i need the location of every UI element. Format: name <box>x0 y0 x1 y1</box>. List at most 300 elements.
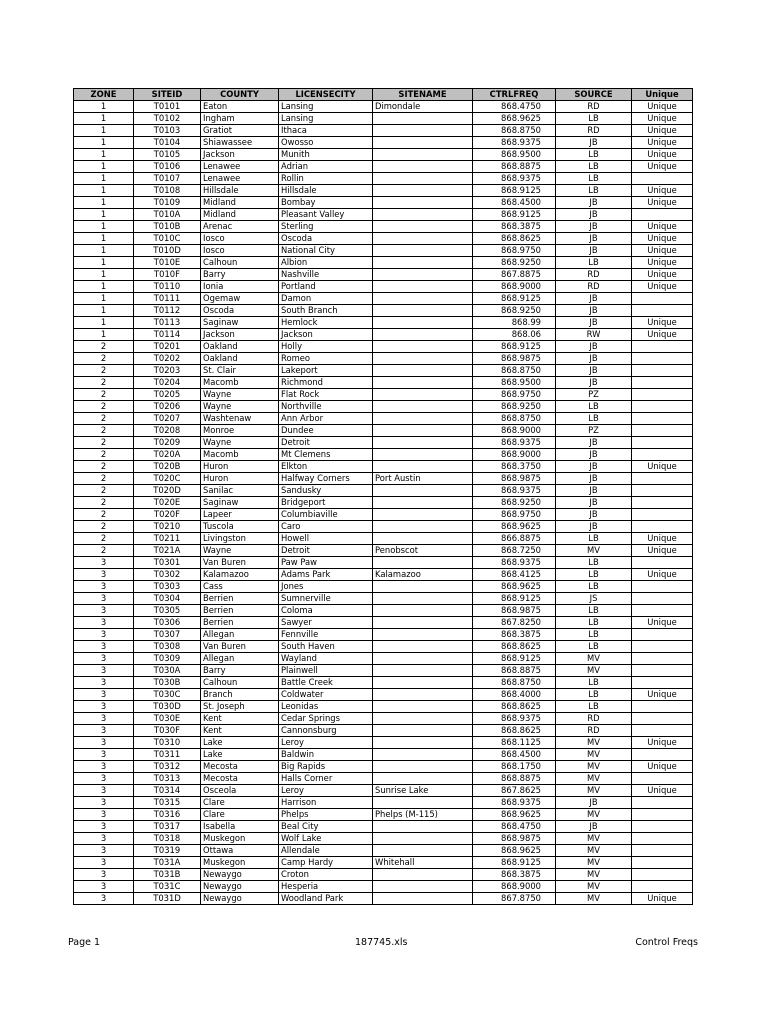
cell-county: Eaton <box>201 101 279 113</box>
cell-sitename: Port Austin <box>373 473 473 485</box>
cell-unique <box>632 773 693 785</box>
cell-unique: Unique <box>632 137 693 149</box>
cell-source: LB <box>556 581 632 593</box>
cell-ctrlfreq: 868.9375 <box>473 173 556 185</box>
cell-unique: Unique <box>632 317 693 329</box>
table-row <box>74 401 693 413</box>
cell-siteid: T0305 <box>134 605 201 617</box>
table-row <box>74 341 693 353</box>
cell-unique <box>632 641 693 653</box>
cell-county: Allegan <box>201 629 279 641</box>
cell-unique: Unique <box>632 785 693 797</box>
cell-ctrlfreq: 868.9875 <box>473 353 556 365</box>
cell-source: JB <box>556 305 632 317</box>
table-row <box>74 809 693 821</box>
cell-county: Arenac <box>201 221 279 233</box>
cell-siteid: T0208 <box>134 425 201 437</box>
cell-zone: 3 <box>74 605 134 617</box>
table-row <box>74 797 693 809</box>
cell-siteid: T031C <box>134 881 201 893</box>
cell-unique <box>632 665 693 677</box>
footer-filename: 187745.xls <box>355 937 408 948</box>
cell-ctrlfreq: 867.8625 <box>473 785 556 797</box>
cell-unique: Unique <box>632 545 693 557</box>
cell-unique <box>632 605 693 617</box>
cell-siteid: T0101 <box>134 101 201 113</box>
cell-ctrlfreq: 868.8750 <box>473 365 556 377</box>
cell-unique: Unique <box>632 113 693 125</box>
cell-sitename <box>373 209 473 221</box>
cell-source: MV <box>556 773 632 785</box>
cell-ctrlfreq: 868.8625 <box>473 701 556 713</box>
table-row <box>74 653 693 665</box>
cell-unique <box>632 593 693 605</box>
cell-county: St. Clair <box>201 365 279 377</box>
cell-county: Muskegon <box>201 857 279 869</box>
cell-source: RD <box>556 101 632 113</box>
cell-ctrlfreq: 868.9625 <box>473 581 556 593</box>
cell-zone: 3 <box>74 701 134 713</box>
header-sitename: SITENAME <box>373 89 473 101</box>
cell-unique: Unique <box>632 149 693 161</box>
cell-licensecity: Allendale <box>279 845 373 857</box>
cell-siteid: T0203 <box>134 365 201 377</box>
table-row <box>74 281 693 293</box>
cell-zone: 3 <box>74 665 134 677</box>
cell-source: MV <box>556 893 632 905</box>
table-row <box>74 257 693 269</box>
cell-licensecity: Mt Clemens <box>279 449 373 461</box>
cell-source: JB <box>556 221 632 233</box>
cell-unique: Unique <box>632 329 693 341</box>
cell-county: Lenawee <box>201 173 279 185</box>
cell-licensecity: Nashville <box>279 269 373 281</box>
cell-unique: Unique <box>632 569 693 581</box>
cell-zone: 1 <box>74 101 134 113</box>
cell-licensecity: Baldwin <box>279 749 373 761</box>
cell-sitename <box>373 197 473 209</box>
cell-county: Clare <box>201 809 279 821</box>
cell-unique: Unique <box>632 269 693 281</box>
cell-licensecity: Sawyer <box>279 617 373 629</box>
cell-zone: 2 <box>74 497 134 509</box>
cell-county: Jackson <box>201 329 279 341</box>
cell-unique <box>632 341 693 353</box>
cell-unique <box>632 869 693 881</box>
table-row <box>74 353 693 365</box>
cell-sitename <box>373 893 473 905</box>
cell-ctrlfreq: 868.9125 <box>473 209 556 221</box>
cell-licensecity: Croton <box>279 869 373 881</box>
cell-siteid: T0303 <box>134 581 201 593</box>
cell-siteid: T0210 <box>134 521 201 533</box>
cell-unique: Unique <box>632 737 693 749</box>
cell-sitename <box>373 161 473 173</box>
table-body <box>74 101 693 905</box>
cell-sitename <box>373 581 473 593</box>
cell-zone: 1 <box>74 317 134 329</box>
cell-zone: 3 <box>74 557 134 569</box>
cell-licensecity: Owosso <box>279 137 373 149</box>
cell-zone: 1 <box>74 305 134 317</box>
cell-source: JS <box>556 593 632 605</box>
cell-licensecity: Beal City <box>279 821 373 833</box>
cell-zone: 3 <box>74 581 134 593</box>
cell-siteid: T020C <box>134 473 201 485</box>
cell-source: LB <box>556 629 632 641</box>
cell-zone: 2 <box>74 365 134 377</box>
cell-ctrlfreq: 868.9875 <box>473 833 556 845</box>
table-row <box>74 149 693 161</box>
cell-licensecity: Jones <box>279 581 373 593</box>
cell-unique <box>632 473 693 485</box>
cell-zone: 3 <box>74 761 134 773</box>
cell-unique: Unique <box>632 233 693 245</box>
cell-county: Shiawassee <box>201 137 279 149</box>
table-row <box>74 137 693 149</box>
table-row <box>74 449 693 461</box>
cell-siteid: T010D <box>134 245 201 257</box>
cell-county: Ottawa <box>201 845 279 857</box>
cell-ctrlfreq: 868.9000 <box>473 881 556 893</box>
cell-zone: 1 <box>74 257 134 269</box>
cell-zone: 1 <box>74 245 134 257</box>
cell-licensecity: Damon <box>279 293 373 305</box>
cell-county: Allegan <box>201 653 279 665</box>
table-row <box>74 329 693 341</box>
cell-siteid: T0113 <box>134 317 201 329</box>
cell-zone: 1 <box>74 137 134 149</box>
cell-ctrlfreq: 868.99 <box>473 317 556 329</box>
cell-unique <box>632 881 693 893</box>
cell-county: Washtenaw <box>201 413 279 425</box>
cell-sitename <box>373 677 473 689</box>
cell-sitename: Whitehall <box>373 857 473 869</box>
cell-county: Oscoda <box>201 305 279 317</box>
cell-unique <box>632 425 693 437</box>
cell-siteid: T020B <box>134 461 201 473</box>
cell-zone: 3 <box>74 821 134 833</box>
cell-licensecity: Elkton <box>279 461 373 473</box>
table-row <box>74 629 693 641</box>
cell-sitename <box>373 845 473 857</box>
cell-unique <box>632 857 693 869</box>
cell-zone: 3 <box>74 689 134 701</box>
cell-ctrlfreq: 868.9375 <box>473 437 556 449</box>
table-row <box>74 677 693 689</box>
table-row <box>74 413 693 425</box>
cell-ctrlfreq: 868.3750 <box>473 461 556 473</box>
table-row <box>74 101 693 113</box>
cell-ctrlfreq: 868.3875 <box>473 629 556 641</box>
cell-zone: 3 <box>74 617 134 629</box>
cell-zone: 2 <box>74 353 134 365</box>
cell-source: MV <box>556 833 632 845</box>
table-row <box>74 209 693 221</box>
cell-siteid: T0102 <box>134 113 201 125</box>
cell-siteid: T010F <box>134 269 201 281</box>
cell-source: MV <box>556 653 632 665</box>
cell-ctrlfreq: 868.9250 <box>473 305 556 317</box>
cell-county: Iosco <box>201 245 279 257</box>
header-unique: Unique <box>632 89 693 101</box>
cell-county: Oakland <box>201 353 279 365</box>
cell-licensecity: Woodland Park <box>279 893 373 905</box>
cell-unique: Unique <box>632 125 693 137</box>
cell-sitename <box>373 401 473 413</box>
cell-zone: 2 <box>74 449 134 461</box>
cell-siteid: T030A <box>134 665 201 677</box>
cell-licensecity: Phelps <box>279 809 373 821</box>
cell-zone: 1 <box>74 221 134 233</box>
table-row <box>74 173 693 185</box>
cell-siteid: T010A <box>134 209 201 221</box>
table-row <box>74 473 693 485</box>
cell-siteid: T0313 <box>134 773 201 785</box>
cell-ctrlfreq: 868.8625 <box>473 641 556 653</box>
table-row <box>74 233 693 245</box>
cell-zone: 2 <box>74 425 134 437</box>
cell-sitename <box>373 521 473 533</box>
cell-licensecity: Richmond <box>279 377 373 389</box>
cell-siteid: T0301 <box>134 557 201 569</box>
table-row <box>74 485 693 497</box>
table-row <box>74 269 693 281</box>
cell-licensecity: Battle Creek <box>279 677 373 689</box>
cell-zone: 1 <box>74 329 134 341</box>
cell-siteid: T0316 <box>134 809 201 821</box>
cell-county: Newaygo <box>201 869 279 881</box>
cell-unique <box>632 173 693 185</box>
cell-unique: Unique <box>632 245 693 257</box>
cell-licensecity: Sumnerville <box>279 593 373 605</box>
cell-zone: 3 <box>74 893 134 905</box>
cell-siteid: T0307 <box>134 629 201 641</box>
cell-zone: 3 <box>74 641 134 653</box>
cell-unique <box>632 521 693 533</box>
cell-zone: 3 <box>74 653 134 665</box>
cell-unique <box>632 845 693 857</box>
cell-ctrlfreq: 868.8750 <box>473 677 556 689</box>
cell-siteid: T010C <box>134 233 201 245</box>
cell-county: Wayne <box>201 389 279 401</box>
cell-ctrlfreq: 868.4750 <box>473 101 556 113</box>
header-siteid: SITEID <box>134 89 201 101</box>
cell-ctrlfreq: 868.9750 <box>473 245 556 257</box>
cell-source: JB <box>556 461 632 473</box>
cell-licensecity: Northville <box>279 401 373 413</box>
table-row <box>74 113 693 125</box>
cell-ctrlfreq: 868.9125 <box>473 593 556 605</box>
cell-sitename <box>373 605 473 617</box>
table-row <box>74 605 693 617</box>
table-row <box>74 857 693 869</box>
cell-sitename <box>373 833 473 845</box>
cell-licensecity: Sterling <box>279 221 373 233</box>
cell-ctrlfreq: 868.9000 <box>473 425 556 437</box>
cell-unique: Unique <box>632 101 693 113</box>
table-row <box>74 845 693 857</box>
table-row <box>74 821 693 833</box>
cell-county: Van Buren <box>201 641 279 653</box>
cell-county: Barry <box>201 665 279 677</box>
cell-county: Branch <box>201 689 279 701</box>
cell-source: MV <box>556 809 632 821</box>
table-row <box>74 305 693 317</box>
cell-sitename: Dimondale <box>373 101 473 113</box>
table-row <box>74 389 693 401</box>
cell-unique <box>632 449 693 461</box>
cell-unique <box>632 713 693 725</box>
cell-licensecity: Sandusky <box>279 485 373 497</box>
cell-unique <box>632 209 693 221</box>
cell-ctrlfreq: 868.9750 <box>473 509 556 521</box>
cell-sitename <box>373 389 473 401</box>
cell-licensecity: Coloma <box>279 605 373 617</box>
cell-ctrlfreq: 868.9000 <box>473 449 556 461</box>
cell-zone: 2 <box>74 401 134 413</box>
cell-licensecity: Plainwell <box>279 665 373 677</box>
cell-siteid: T0105 <box>134 149 201 161</box>
cell-source: LB <box>556 161 632 173</box>
table-row <box>74 221 693 233</box>
cell-sitename <box>373 269 473 281</box>
cell-ctrlfreq: 868.8750 <box>473 125 556 137</box>
cell-county: Berrien <box>201 617 279 629</box>
cell-licensecity: Hesperia <box>279 881 373 893</box>
cell-unique: Unique <box>632 461 693 473</box>
cell-unique: Unique <box>632 197 693 209</box>
cell-source: MV <box>556 737 632 749</box>
cell-ctrlfreq: 868.9375 <box>473 137 556 149</box>
cell-sitename: Kalamazoo <box>373 569 473 581</box>
cell-ctrlfreq: 868.9375 <box>473 713 556 725</box>
cell-source: JB <box>556 377 632 389</box>
cell-siteid: T0109 <box>134 197 201 209</box>
cell-source: RD <box>556 713 632 725</box>
cell-source: PZ <box>556 389 632 401</box>
table-row <box>74 785 693 797</box>
cell-county: Calhoun <box>201 257 279 269</box>
table-row <box>74 641 693 653</box>
cell-county: Ingham <box>201 113 279 125</box>
header-source: SOURCE <box>556 89 632 101</box>
table-row <box>74 593 693 605</box>
table-row <box>74 509 693 521</box>
cell-zone: 3 <box>74 593 134 605</box>
table-row <box>74 569 693 581</box>
cell-siteid: T0108 <box>134 185 201 197</box>
cell-sitename <box>373 881 473 893</box>
cell-licensecity: South Branch <box>279 305 373 317</box>
table-row <box>74 125 693 137</box>
cell-ctrlfreq: 868.4750 <box>473 821 556 833</box>
cell-county: Wayne <box>201 401 279 413</box>
cell-sitename <box>373 437 473 449</box>
cell-sitename <box>373 665 473 677</box>
cell-county: Livingston <box>201 533 279 545</box>
cell-licensecity: Hemlock <box>279 317 373 329</box>
cell-sitename <box>373 533 473 545</box>
table-row <box>74 377 693 389</box>
cell-county: Newaygo <box>201 893 279 905</box>
cell-county: Calhoun <box>201 677 279 689</box>
header-county: COUNTY <box>201 89 279 101</box>
cell-sitename <box>373 305 473 317</box>
cell-unique: Unique <box>632 161 693 173</box>
cell-licensecity: Hillsdale <box>279 185 373 197</box>
table-row <box>74 761 693 773</box>
cell-siteid: T0312 <box>134 761 201 773</box>
cell-licensecity: Halfway Corners <box>279 473 373 485</box>
cell-unique: Unique <box>632 221 693 233</box>
cell-source: LB <box>556 173 632 185</box>
cell-siteid: T0202 <box>134 353 201 365</box>
table-row <box>74 533 693 545</box>
cell-source: LB <box>556 257 632 269</box>
cell-county: Saginaw <box>201 497 279 509</box>
cell-zone: 2 <box>74 377 134 389</box>
cell-siteid: T0111 <box>134 293 201 305</box>
cell-zone: 2 <box>74 389 134 401</box>
cell-source: MV <box>556 749 632 761</box>
table-row <box>74 713 693 725</box>
cell-county: Kent <box>201 725 279 737</box>
table-row <box>74 461 693 473</box>
table-row <box>74 689 693 701</box>
cell-licensecity: Detroit <box>279 437 373 449</box>
table-row <box>74 557 693 569</box>
cell-source: RD <box>556 725 632 737</box>
cell-siteid: T0309 <box>134 653 201 665</box>
cell-siteid: T0308 <box>134 641 201 653</box>
cell-unique <box>632 509 693 521</box>
cell-zone: 3 <box>74 833 134 845</box>
cell-ctrlfreq: 868.9250 <box>473 401 556 413</box>
cell-source: RD <box>556 125 632 137</box>
cell-siteid: T020E <box>134 497 201 509</box>
cell-zone: 3 <box>74 809 134 821</box>
cell-zone: 2 <box>74 521 134 533</box>
cell-county: Kalamazoo <box>201 569 279 581</box>
cell-county: St. Joseph <box>201 701 279 713</box>
cell-licensecity: Portland <box>279 281 373 293</box>
cell-county: Osceola <box>201 785 279 797</box>
cell-siteid: T0106 <box>134 161 201 173</box>
table-row <box>74 185 693 197</box>
cell-ctrlfreq: 868.9875 <box>473 473 556 485</box>
cell-unique: Unique <box>632 761 693 773</box>
cell-siteid: T0318 <box>134 833 201 845</box>
cell-sitename <box>373 413 473 425</box>
cell-ctrlfreq: 867.8875 <box>473 269 556 281</box>
cell-licensecity: Lakeport <box>279 365 373 377</box>
cell-unique <box>632 557 693 569</box>
cell-source: RD <box>556 269 632 281</box>
cell-county: Ionia <box>201 281 279 293</box>
cell-county: Clare <box>201 797 279 809</box>
cell-licensecity: Ithaca <box>279 125 373 137</box>
table-row <box>74 293 693 305</box>
cell-unique <box>632 725 693 737</box>
cell-licensecity: Wolf Lake <box>279 833 373 845</box>
cell-unique <box>632 389 693 401</box>
cell-siteid: T0204 <box>134 377 201 389</box>
cell-licensecity: Bridgeport <box>279 497 373 509</box>
cell-ctrlfreq: 868.3875 <box>473 869 556 881</box>
cell-zone: 1 <box>74 197 134 209</box>
cell-sitename <box>373 653 473 665</box>
